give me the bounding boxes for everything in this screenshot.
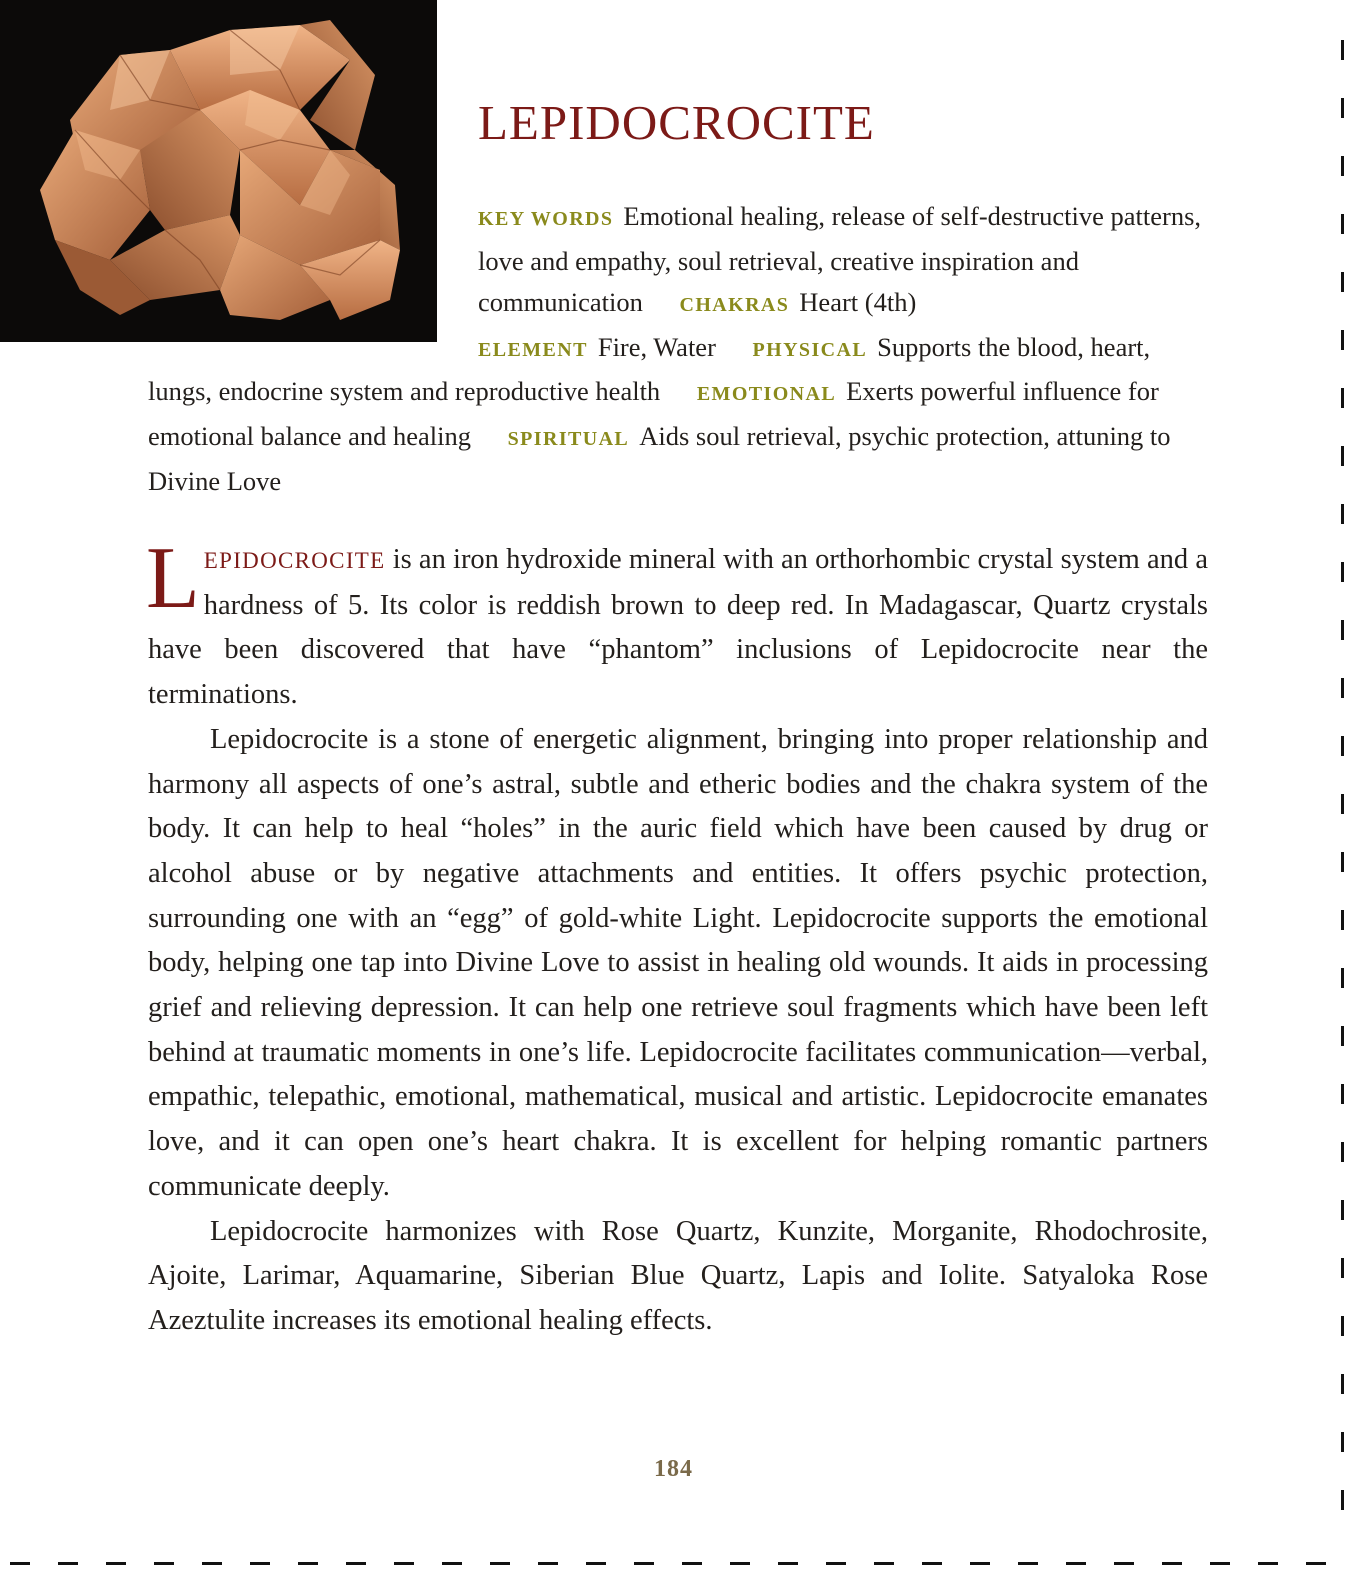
- chakras-label: CHAKRAS: [679, 294, 790, 317]
- crop-tick-bottom: [778, 1562, 798, 1565]
- crop-tick-bottom: [10, 1562, 30, 1565]
- crop-tick-right: [1341, 1374, 1344, 1394]
- crop-tick-bottom: [154, 1562, 174, 1565]
- crop-tick-right: [1341, 736, 1344, 756]
- crop-tick-bottom: [970, 1562, 990, 1565]
- crop-tick-right: [1341, 1142, 1344, 1162]
- crop-tick-bottom: [1018, 1562, 1038, 1565]
- crop-tick-right: [1341, 98, 1344, 118]
- element-label: ELEMENT: [478, 338, 588, 361]
- crop-tick-bottom: [106, 1562, 126, 1565]
- crop-tick-right: [1341, 1084, 1344, 1104]
- crop-tick-right: [1341, 1258, 1344, 1278]
- properties-block: [148, 196, 1210, 496]
- entry-body: [146, 530, 1209, 1344]
- crop-tick-bottom: [298, 1562, 318, 1565]
- crop-tick-bottom: [730, 1562, 750, 1565]
- crop-tick-right: [1341, 1026, 1344, 1046]
- crop-tick-right: [1341, 910, 1344, 930]
- paragraph-intro-text: is an iron hydroxide mineral with an orthorhombic crystal system and a hardness of 5. Its color is reddish brown to deep red. In Madagascar, Quartz crystals have been discovered that have “phantom” inclusions of Lepidocrocite near the terminations.: [148, 544, 1209, 711]
- crop-tick-right: [1341, 272, 1344, 292]
- spiritual-value: Aids soul retrieval, psychic protection, attuning to Divine Love: [148, 420, 1171, 496]
- crop-tick-bottom: [922, 1562, 942, 1565]
- crop-tick-bottom: [490, 1562, 510, 1565]
- crop-tick-bottom: [1258, 1562, 1278, 1565]
- crop-tick-bottom: [250, 1562, 270, 1565]
- crop-tick-bottom: [874, 1562, 894, 1565]
- crop-tick-right: [1341, 620, 1344, 640]
- crop-tick-right: [1341, 1490, 1344, 1510]
- keywords-label: KEY WORDS: [478, 208, 614, 230]
- spiritual-label: SPIRITUAL: [507, 427, 630, 450]
- crop-tick-bottom: [442, 1562, 462, 1565]
- crop-tick-bottom: [826, 1562, 846, 1565]
- crop-tick-bottom: [346, 1562, 366, 1565]
- crop-tick-right: [1341, 1200, 1344, 1220]
- paragraph-harmonizes: Lepidocrocite harmonizes with Rose Quartz, Kunzite, Morganite, Rhodochrosite, Ajoite, Larimar, Aquamarine, Siberian Blue Quartz, Lapis and Iolite. Satyaloka Rose Azeztulite increases its emotional healing effects.: [148, 1215, 1208, 1336]
- crop-tick-right: [1341, 388, 1344, 408]
- crop-tick-bottom: [1306, 1562, 1326, 1565]
- crop-tick-bottom: [1162, 1562, 1182, 1565]
- crop-tick-right: [1341, 330, 1344, 350]
- crop-tick-right: [1341, 1316, 1344, 1336]
- crop-tick-right: [1341, 446, 1344, 466]
- crop-tick-bottom: [586, 1562, 606, 1565]
- crop-tick-bottom: [202, 1562, 222, 1565]
- lead-word: EPIDOCROCITE: [203, 548, 386, 573]
- crop-tick-bottom: [634, 1562, 654, 1565]
- crop-tick-bottom: [58, 1562, 78, 1565]
- element-value: Fire, Water: [597, 331, 716, 362]
- crop-tick-right: [1341, 504, 1344, 524]
- crop-tick-right: [1341, 156, 1344, 176]
- entry-title: LEPIDOCROCITE: [478, 95, 875, 150]
- crop-tick-bottom: [1210, 1562, 1230, 1565]
- keywords-value: Emotional healing, release of self-destructive patterns, love and empathy, soul retrieval, creative inspiration and communication: [478, 201, 1202, 318]
- crop-tick-bottom: [1114, 1562, 1134, 1565]
- crop-tick-bottom: [538, 1562, 558, 1565]
- emotional-label: EMOTIONAL: [696, 383, 837, 406]
- crop-tick-right: [1341, 1432, 1344, 1452]
- emotional-value: Exerts powerful influence for emotional balance and healing: [148, 376, 1159, 451]
- page-number: 184: [654, 1456, 693, 1482]
- photo-wrap-spacer: [148, 196, 478, 362]
- crop-tick-right: [1341, 794, 1344, 814]
- paragraph-intro: [146, 530, 1209, 718]
- crop-tick-right: [1341, 562, 1344, 582]
- crop-tick-bottom: [394, 1562, 414, 1565]
- crop-tick-bottom: [682, 1562, 702, 1565]
- physical-value: Supports the blood, heart, lungs, endocrine system and reproductive health: [148, 331, 1151, 407]
- crop-tick-right: [1341, 40, 1344, 60]
- drop-cap: L: [146, 530, 200, 627]
- crop-tick-right: [1341, 214, 1344, 234]
- crop-tick-right: [1341, 852, 1344, 872]
- crop-tick-right: [1341, 968, 1344, 988]
- paragraph-properties: Lepidocrocite is a stone of energetic alignment, bringing into proper relationship and harmony all aspects of one’s astral, subtle and etheric bodies and the chakra system of the body. It can help to heal “holes” in the auric field which have been caused by drug or alcohol abuse or by negative attachments and entities. It offers psychic protection, surrounding one with an “egg” of gold-white Light. Lepidocrocite supports the emotional body, helping one tap into Divine Love to assist in healing old wounds. It aids in processing grief and relieving depression. It can help one retrieve soul fragments which have been left behind at traumatic moments in one’s life. Lepidocrocite facilitates communication—verbal, empathic, telepathic, emotional, mathematical, musical and artistic. Lepidocrocite emanates love, and it can open one’s heart chakra. It is excellent for helping romantic partners communicate deeply.: [148, 723, 1208, 1202]
- crop-tick-right: [1341, 678, 1344, 698]
- crop-tick-bottom: [1066, 1562, 1086, 1565]
- physical-label: PHYSICAL: [752, 338, 868, 361]
- chakras-value: Heart (4th): [799, 287, 917, 318]
